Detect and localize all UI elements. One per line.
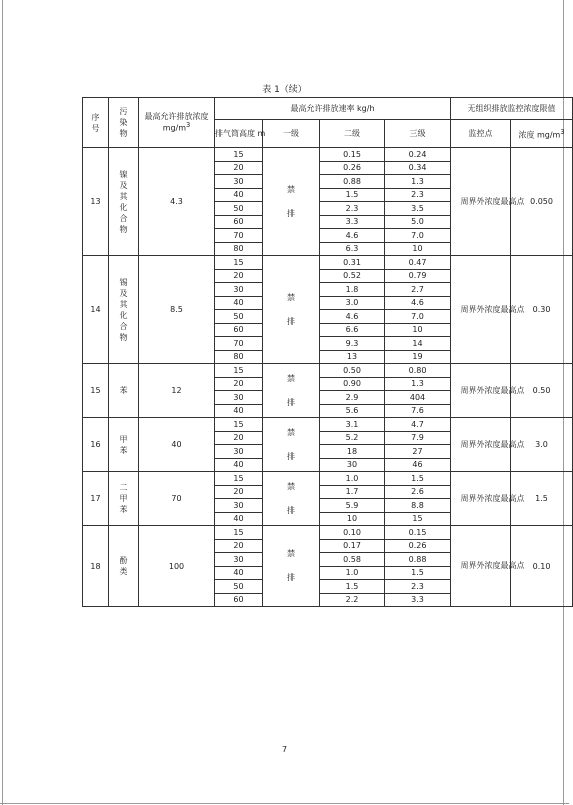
ban-char: 禁	[287, 481, 295, 491]
monitor-point-text: 周界外浓度最高点	[460, 561, 525, 570]
ban-char: 禁	[287, 184, 295, 194]
table-row	[83, 418, 573, 432]
seq-cell: 16	[83, 418, 109, 472]
grade-3-cell: 1.3	[385, 377, 451, 391]
grade-3-cell: 0.79	[385, 269, 451, 283]
stack-height-cell: 50	[215, 202, 263, 216]
max-concentration-cell: 4.3	[139, 148, 215, 256]
grade-3-cell: 0.15	[385, 526, 451, 540]
grade-3-cell: 0.80	[385, 364, 451, 378]
header-max-rate: 最高允许排放速率 kg/h	[215, 98, 451, 120]
grade-2-cell: 10	[320, 512, 385, 526]
grade-3-cell: 4.7	[385, 418, 451, 432]
grade-3-cell: 7.6	[385, 404, 451, 418]
grade-2-cell: 0.52	[320, 269, 385, 283]
grade-3-cell: 1.3	[385, 175, 451, 189]
seq-cell: 17	[83, 472, 109, 526]
seq-cell: 18	[83, 526, 109, 607]
grade-3-cell: 2.6	[385, 485, 451, 499]
stack-height-cell: 20	[215, 539, 263, 553]
grade-3-cell: 2.7	[385, 283, 451, 297]
grade-3-cell: 8.8	[385, 499, 451, 513]
grade-3-cell: 10	[385, 242, 451, 256]
fugitive-concentration-cell: 0.050	[511, 148, 573, 256]
monitor-point-cell	[451, 418, 525, 472]
header-seq: 序号	[83, 98, 109, 148]
grade-3-cell: 2.3	[385, 580, 451, 594]
pollutant-name: 甲苯	[119, 434, 128, 455]
ban-char: 排	[287, 451, 295, 461]
grade-2-cell: 2.3	[320, 202, 385, 216]
header-grade-2: 二级	[320, 120, 385, 148]
grade-2-cell: 0.26	[320, 161, 385, 175]
grade-2-cell: 0.90	[320, 377, 385, 391]
stack-height-cell: 15	[215, 472, 263, 486]
ban-char: 排	[287, 505, 295, 515]
max-concentration-cell: 40	[139, 418, 215, 472]
stack-height-cell: 20	[215, 377, 263, 391]
monitor-point-text: 周界外浓度最高点	[460, 304, 525, 314]
grade-1-cell	[263, 418, 320, 472]
grade-2-cell: 0.31	[320, 256, 385, 270]
pollutant-cell	[109, 256, 139, 364]
ban-char: 禁	[287, 373, 295, 383]
stack-height-cell: 30	[215, 391, 263, 405]
grade-3-cell: 7.0	[385, 310, 451, 324]
stack-height-cell: 40	[215, 188, 263, 202]
stack-height-cell: 40	[215, 512, 263, 526]
grade-2-cell: 1.0	[320, 472, 385, 486]
grade-2-cell: 1.7	[320, 485, 385, 499]
stack-height-cell: 30	[215, 553, 263, 567]
grade-2-cell: 0.58	[320, 553, 385, 567]
pollutant-name: 二甲苯	[119, 483, 128, 514]
pollutant-cell	[109, 364, 139, 418]
max-concentration-cell: 12	[139, 364, 215, 418]
max-concentration-cell: 100	[139, 526, 215, 607]
grade-3-cell: 1.5	[385, 472, 451, 486]
grade-2-cell: 9.3	[320, 337, 385, 351]
grade-3-cell: 15	[385, 512, 451, 526]
page-number: 7	[281, 745, 288, 754]
stack-height-cell: 80	[215, 242, 263, 256]
stack-height-cell: 15	[215, 256, 263, 270]
grade-2-cell: 1.8	[320, 283, 385, 297]
pollutant-name: 锡及其化合物	[119, 277, 128, 342]
stack-height-cell: 70	[215, 337, 263, 351]
stack-height-cell: 70	[215, 229, 263, 243]
stack-height-cell: 15	[215, 148, 263, 162]
grade-2-cell: 0.50	[320, 364, 385, 378]
stack-height-cell: 50	[215, 310, 263, 324]
fugitive-concentration-cell: 1.5	[511, 472, 573, 526]
monitor-point-cell	[451, 256, 525, 364]
pollutant-name: 苯	[119, 386, 128, 395]
fugitive-concentration-cell: 0.50	[511, 364, 573, 418]
grade-2-cell: 6.6	[320, 323, 385, 337]
grade-2-cell: 2.2	[320, 593, 385, 607]
stack-height-cell: 20	[215, 485, 263, 499]
grade-3-cell: 7.9	[385, 431, 451, 445]
grade-2-cell: 0.88	[320, 175, 385, 189]
fugitive-concentration-cell: 0.10	[511, 526, 573, 607]
monitor-point-cell	[451, 148, 525, 256]
monitor-point-text: 周界外浓度最高点	[460, 493, 525, 503]
grade-3-cell: 3.3	[385, 593, 451, 607]
pollutant-cell	[109, 472, 139, 526]
stack-height-cell: 15	[215, 526, 263, 540]
pollutant-name: 镍及其化合物	[119, 169, 128, 234]
grade-3-cell: 4.6	[385, 296, 451, 310]
emission-limits-table	[82, 97, 573, 607]
grade-3-cell: 7.0	[385, 229, 451, 243]
grade-2-cell: 3.0	[320, 296, 385, 310]
header-pollutant: 污染物	[109, 98, 139, 148]
stack-height-cell: 80	[215, 350, 263, 364]
stack-height-cell: 15	[215, 364, 263, 378]
fugitive-concentration-cell: 3.0	[511, 418, 573, 472]
grade-3-cell: 5.0	[385, 215, 451, 229]
stack-height-cell: 15	[215, 418, 263, 432]
stack-height-cell: 60	[215, 215, 263, 229]
stack-height-cell: 40	[215, 296, 263, 310]
grade-3-cell: 2.3	[385, 188, 451, 202]
stack-height-cell: 30	[215, 499, 263, 513]
ban-char: 禁	[287, 427, 295, 437]
monitor-point-cell	[451, 472, 525, 526]
pollutant-name: 酚类	[119, 556, 128, 576]
grade-3-cell: 0.26	[385, 539, 451, 553]
ban-char: 禁	[287, 549, 295, 558]
seq-cell: 13	[83, 148, 109, 256]
stack-height-cell: 20	[215, 269, 263, 283]
monitor-point-text: 周界外浓度最高点	[460, 385, 525, 395]
stack-height-cell: 20	[215, 161, 263, 175]
grade-3-cell: 3.5	[385, 202, 451, 216]
stack-height-cell: 30	[215, 445, 263, 459]
grade-3-cell: 1.5	[385, 566, 451, 580]
grade-2-cell: 5.2	[320, 431, 385, 445]
max-concentration-cell: 70	[139, 472, 215, 526]
ban-char: 排	[287, 573, 295, 582]
grade-2-cell: 0.15	[320, 148, 385, 162]
header-monitor-point: 监控点	[451, 120, 511, 148]
seq-cell: 14	[83, 256, 109, 364]
page-border-left	[2, 0, 3, 805]
grade-2-cell: 1.5	[320, 188, 385, 202]
table-row	[83, 364, 573, 378]
pollutant-cell	[109, 526, 139, 607]
monitor-point-cell	[451, 364, 525, 418]
grade-3-cell: 46	[385, 458, 451, 472]
fugitive-concentration-cell: 0.30	[511, 256, 573, 364]
header-fugitive-limit: 无组织排放监控浓度限值	[451, 98, 573, 120]
grade-2-cell: 18	[320, 445, 385, 459]
monitor-point-text: 周界外浓度最高点	[460, 196, 525, 206]
grade-3-cell: 0.24	[385, 148, 451, 162]
grade-2-cell: 30	[320, 458, 385, 472]
stack-height-cell: 30	[215, 283, 263, 297]
grade-2-cell: 6.3	[320, 242, 385, 256]
ban-char: 禁	[287, 292, 295, 302]
grade-2-cell: 0.10	[320, 526, 385, 540]
header-grade-1: 一级	[263, 120, 320, 148]
table-row	[83, 148, 573, 162]
grade-2-cell: 13	[320, 350, 385, 364]
ban-char: 排	[287, 208, 295, 218]
stack-height-cell: 60	[215, 593, 263, 607]
grade-2-cell: 2.9	[320, 391, 385, 405]
grade-2-cell: 5.6	[320, 404, 385, 418]
stack-height-cell: 20	[215, 431, 263, 445]
grade-3-cell: 10	[385, 323, 451, 337]
stack-height-cell: 40	[215, 458, 263, 472]
table-row	[83, 472, 573, 486]
grade-2-cell: 1.0	[320, 566, 385, 580]
grade-3-cell: 0.88	[385, 553, 451, 567]
page-border-bottom	[0, 803, 569, 804]
grade-2-cell: 3.1	[320, 418, 385, 432]
grade-2-cell: 1.5	[320, 580, 385, 594]
stack-height-cell: 40	[215, 566, 263, 580]
grade-2-cell: 4.6	[320, 229, 385, 243]
header-stack-height: 排气筒高度 m	[215, 120, 263, 148]
grade-1-cell	[263, 256, 320, 364]
header-grade-3: 三级	[385, 120, 451, 148]
grade-1-cell	[263, 148, 320, 256]
grade-3-cell: 19	[385, 350, 451, 364]
header-fugitive-concentration: 浓度 $mg/m^3$	[511, 120, 573, 148]
table-row	[83, 526, 573, 540]
max-concentration-cell: 8.5	[139, 256, 215, 364]
pollutant-cell	[109, 418, 139, 472]
ban-char: 排	[287, 397, 295, 407]
grade-2-cell: 5.9	[320, 499, 385, 513]
monitor-point-text: 周界外浓度最高点	[460, 439, 525, 449]
grade-1-cell	[263, 526, 320, 607]
grade-3-cell: 14	[385, 337, 451, 351]
pollutant-cell	[109, 148, 139, 256]
grade-1-cell	[263, 364, 320, 418]
monitor-point-cell	[451, 526, 525, 607]
grade-3-cell: 404	[385, 391, 451, 405]
ban-char: 排	[287, 316, 295, 326]
stack-height-cell: 40	[215, 404, 263, 418]
stack-height-cell: 50	[215, 580, 263, 594]
grade-3-cell: 0.47	[385, 256, 451, 270]
grade-2-cell: 0.17	[320, 539, 385, 553]
header-max-concentration: 最高允许排放浓度 $mg/m^3$	[139, 98, 215, 148]
seq-cell: 15	[83, 364, 109, 418]
grade-3-cell: 27	[385, 445, 451, 459]
grade-3-cell: 0.34	[385, 161, 451, 175]
grade-1-cell	[263, 472, 320, 526]
stack-height-cell: 60	[215, 323, 263, 337]
grade-2-cell: 3.3	[320, 215, 385, 229]
table-row	[83, 256, 573, 270]
grade-2-cell: 4.6	[320, 310, 385, 324]
stack-height-cell: 30	[215, 175, 263, 189]
table-caption: 表 1（续）	[262, 85, 307, 95]
